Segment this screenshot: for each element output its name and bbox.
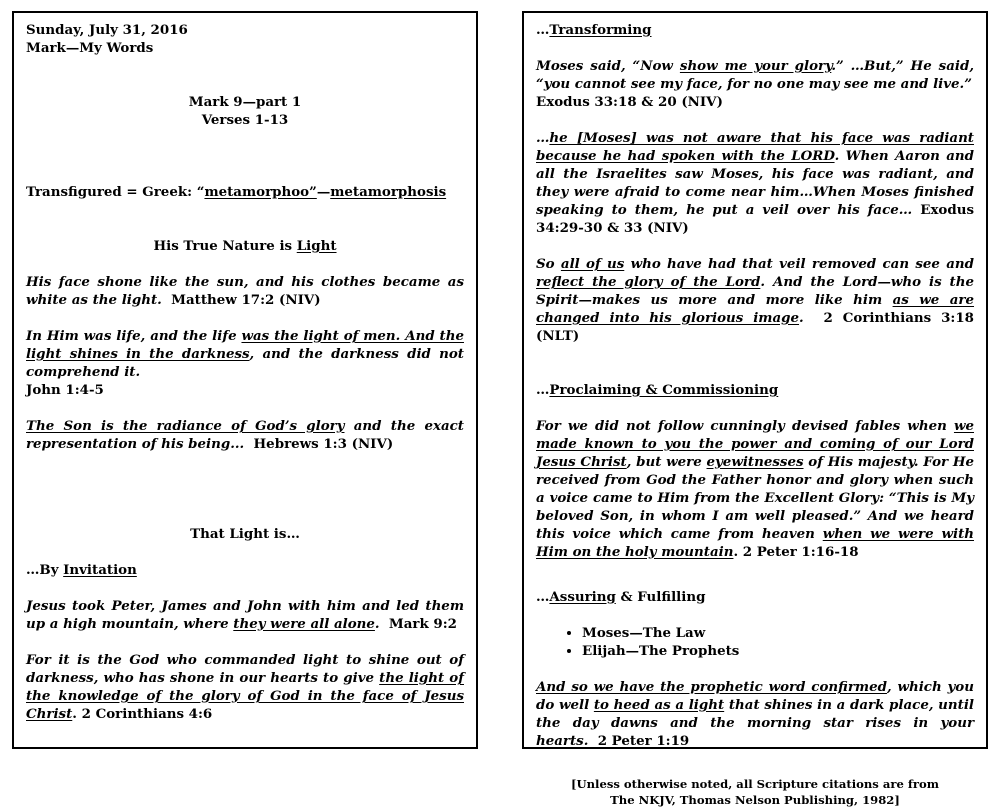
mark-text-a: Jesus took Peter, James and John with him and led them up a high mountain, where	[26, 598, 464, 632]
proclaiming-word: Proclaiming & Commissioning	[549, 382, 779, 398]
corinthians-4-verse	[26, 651, 464, 723]
list-item: • Moses—The Law	[582, 624, 974, 642]
assuring-lead: …	[536, 589, 550, 605]
ex34-ref: Exodus 34:29-30 & 33 (NIV)	[536, 202, 974, 236]
hebrews-verse	[26, 417, 464, 453]
series-title: Mark—My Words	[26, 40, 154, 56]
ex33-text-b: .” …But,” He said, “you cannot see my face, for no one may see me and live.”	[536, 58, 974, 92]
pet1-text-d: .	[733, 544, 739, 560]
invitation-heading	[26, 561, 464, 579]
corinthians-3-verse	[536, 255, 974, 345]
peter-1-16-verse	[536, 417, 974, 561]
pet1-underlined-3: when we were with Him on the holy mountain	[536, 526, 974, 560]
true-nature-heading	[26, 237, 464, 255]
ex34-lead: …	[536, 130, 550, 146]
john-ref: John 1:4-5	[26, 382, 104, 398]
pet2-underlined-1: And so we have the prophetic word confirmed	[536, 679, 887, 695]
cor3-text-c: . And the Lord—who is the Spirit—makes us more and more like him	[536, 274, 974, 308]
cor4-ref: 2 Corinthians 4:6	[81, 706, 213, 722]
citation-note-2: The NKJV, Thomas Nelson Publishing, 1982]	[610, 793, 900, 807]
pet2-underlined-2: to heed as a light	[593, 697, 725, 713]
verses-heading: Verses 1-13	[201, 112, 289, 128]
cor4-text-underlined: the light of the knowledge of the glory of God in the face of Jesus Christ	[26, 670, 464, 722]
transfigured-lead: Transfigured = Greek: “	[26, 184, 205, 200]
transforming-heading	[536, 21, 974, 39]
citation-note-1: [Unless otherwise noted, all Scripture citations are from	[571, 777, 939, 791]
ex34-text-b: . When Aaron and all the Israelites saw Moses, his face was radiant, and they were afraid to come near him…When Moses finished speaking to them, he put a veil over his face…	[536, 148, 974, 218]
exodus-34-verse	[536, 129, 974, 237]
cor4-text-b: .	[72, 706, 77, 722]
matthew-verse	[26, 273, 464, 309]
pet2-text-b: that shines in a dark place, until the day dawns and the morning star rises in your hearts.	[536, 697, 975, 749]
mark-verse	[26, 597, 464, 633]
cor3-text-b: who have had that veil removed can see and	[624, 256, 975, 272]
cor3-text-d: .	[799, 310, 804, 326]
invitation-word: Invitation	[63, 562, 137, 578]
pet1-underlined-1: we made known to you the power and coming of our Lord Jesus Christ	[536, 418, 974, 470]
transfigured-line	[26, 183, 464, 201]
john-text-b: , and the darkness did not comprehend it.	[26, 346, 464, 380]
proclaiming-lead: …	[536, 382, 550, 398]
transfigured-dash: —	[316, 184, 331, 200]
that-light-heading: That Light is…	[190, 526, 300, 542]
bulletin-date: Sunday, July 31, 2016	[26, 22, 188, 38]
transforming-word: Transforming	[549, 22, 652, 38]
ex33-text-a: Moses said, “Now	[536, 58, 680, 74]
transforming-lead: …	[536, 22, 550, 38]
hebrews-text-underlined: The Son is the radiance of God’s glory	[26, 418, 345, 434]
right-page	[522, 11, 988, 807]
ex33-text-underlined: show me your glory	[679, 58, 832, 74]
invitation-lead: …By	[26, 562, 64, 578]
john-text-a: In Him was life, and the life	[26, 328, 242, 344]
cor3-ref: 2 Corinthians 3:18 (NLT)	[536, 310, 974, 344]
john-text-underlined: was the light of men. And the light shines in the darkness	[26, 328, 464, 362]
mark-text-underlined: they were all alone	[233, 616, 375, 632]
pet2-ref: 2 Peter 1:19	[597, 733, 690, 749]
ex34-text-underlined: he [Moses] was not aware that his face was radiant because he had spoken with the LORD	[536, 130, 974, 164]
transfigured-greek: metamorphoo”	[204, 184, 317, 200]
assuring-word: Assuring	[549, 589, 616, 605]
pet1-text-c: of His majesty. For He received from God the Father honor and glory when such a voice came to Him from the Excellent Glory: “This is My beloved Son, in whom I am well pleased.” And we heard this voice which came from heaven	[536, 454, 974, 542]
pet1-text-b: , but were	[626, 454, 707, 470]
john-verse	[26, 327, 464, 399]
matthew-ref: Matthew 17:2 (NIV)	[171, 292, 321, 308]
cor4-text-a: For it is the God who commanded light to shine out of darkness, who has shone in our hearts to give	[26, 652, 464, 686]
hebrews-text-b: and the exact representation of his being...	[26, 418, 464, 452]
chapter-heading: Mark 9—part 1	[188, 94, 302, 110]
assuring-heading	[536, 588, 974, 606]
list-item: • Elijah—The Prophets	[582, 642, 974, 660]
mark-ref: Mark 9:2	[388, 616, 457, 632]
true-nature-word: Light	[296, 238, 337, 254]
assuring-rest: & Fulfilling	[615, 589, 706, 605]
pet1-underlined-2: eyewitnesses	[706, 454, 804, 470]
hebrews-ref: Hebrews 1:3 (NIV)	[253, 436, 394, 452]
cor3-underlined-1: all of us	[560, 256, 625, 272]
peter-1-19-verse	[536, 678, 974, 750]
proclaiming-heading	[536, 381, 974, 399]
mark-text-b: .	[374, 616, 380, 632]
true-nature-lead: His True Nature is	[153, 238, 297, 254]
assuring-list	[536, 624, 974, 660]
pet2-text-a: , which you do well	[536, 679, 974, 713]
cor3-text-a: So	[536, 256, 561, 272]
ex33-ref: Exodus 33:18 & 20 (NIV)	[536, 94, 723, 110]
cor3-underlined-2: reflect the glory of the Lord	[536, 274, 761, 290]
transfigured-word: metamorphosis	[330, 184, 447, 200]
pet1-text-a: For we did not follow cunningly devised fables when	[536, 418, 954, 434]
matthew-text: His face shone like the sun, and his clothes became as white as the light.	[26, 274, 464, 308]
cor3-underlined-3: as we are changed into his glorious image	[536, 292, 975, 326]
left-page	[12, 11, 478, 749]
exodus-33-verse	[536, 57, 974, 111]
pet1-ref: 2 Peter 1:16-18	[742, 544, 859, 560]
